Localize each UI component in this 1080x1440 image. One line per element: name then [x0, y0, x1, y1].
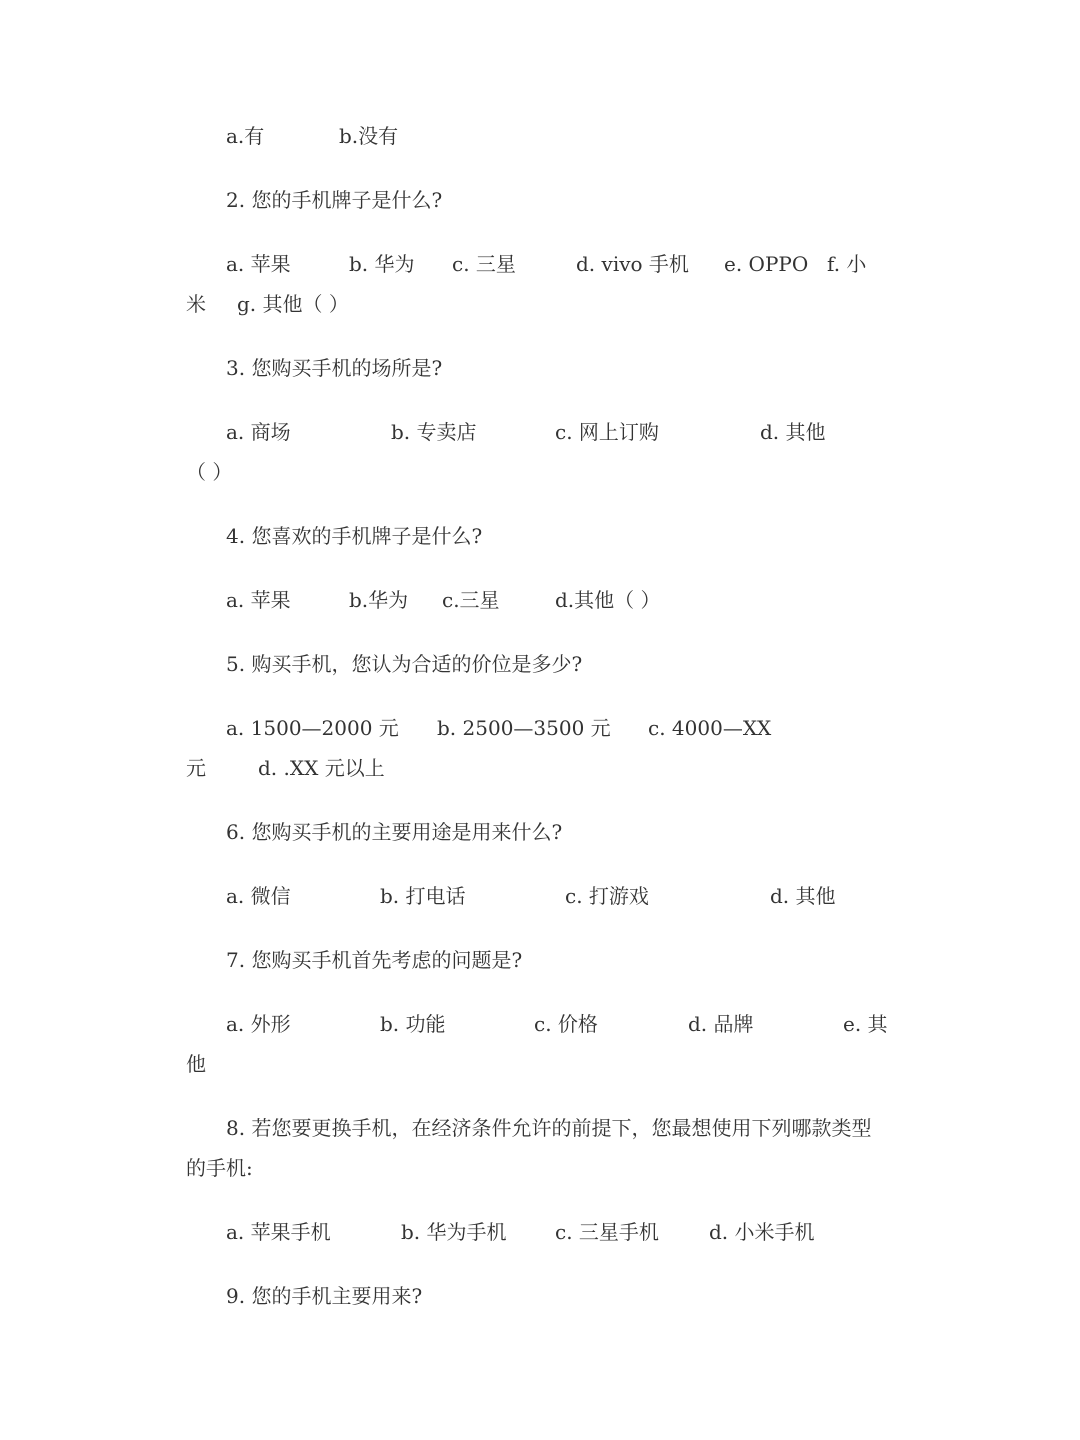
q8-option-c: c. 三星手机 [555, 1220, 659, 1244]
q5-option-d: d. .XX 元以上 [258, 756, 385, 780]
q2-option-e: e. OPPO [724, 252, 809, 276]
q8-prompt-cont: 的手机: [186, 1156, 253, 1180]
q7-prompt: 7. 您购买手机首先考虑的问题是? [226, 948, 523, 972]
q5-prompt: 5. 购买手机，您认为合适的价位是多少? [226, 652, 583, 676]
q5-option-c: c. 4000—XX [648, 716, 772, 740]
q2-option-d: d. vivo 手机 [576, 252, 689, 276]
q5-option-b: b. 2500—3500 元 [437, 716, 611, 740]
q6-option-c: c. 打游戏 [565, 884, 649, 908]
q8-option-b: b. 华为手机 [401, 1220, 507, 1244]
q4-option-c: c.三星 [442, 588, 500, 612]
q8-option-a: a. 苹果手机 [226, 1220, 331, 1244]
q2-option-f-cont: 米 [186, 292, 206, 316]
q7-option-d: d. 品牌 [688, 1012, 754, 1036]
q3-option-d-cont: （ ） [186, 460, 233, 484]
q7-option-a: a. 外形 [226, 1012, 291, 1036]
q1-option-a: a.有 [226, 124, 265, 148]
q4-option-d: d.其他（ ） [555, 588, 661, 612]
q7-option-c: c. 价格 [534, 1012, 598, 1036]
q7-option-e-cont: 他 [186, 1052, 206, 1076]
q6-option-a: a. 微信 [226, 884, 291, 908]
q2-option-a: a. 苹果 [226, 252, 291, 276]
q8-option-d: d. 小米手机 [709, 1220, 815, 1244]
q3-prompt: 3. 您购买手机的场所是? [226, 356, 443, 380]
q7-option-e: e. 其 [843, 1012, 888, 1036]
q2-option-f: f. 小 [827, 252, 867, 276]
q2-option-g: g. 其他（ ） [237, 292, 349, 316]
q3-option-b: b. 专卖店 [391, 420, 477, 444]
q2-option-c: c. 三星 [452, 252, 516, 276]
q4-prompt: 4. 您喜欢的手机牌子是什么? [226, 524, 483, 548]
q8-prompt: 8. 若您要更换手机，在经济条件允许的前提下，您最想使用下列哪款类型 [226, 1116, 872, 1140]
q3-option-d: d. 其他 [760, 420, 826, 444]
q9-prompt: 9. 您的手机主要用来? [226, 1284, 423, 1308]
q1-option-b: b.没有 [339, 124, 399, 148]
q4-option-b: b.华为 [349, 588, 409, 612]
q2-option-b: b. 华为 [349, 252, 415, 276]
q2-prompt: 2. 您的手机牌子是什么? [226, 188, 443, 212]
q6-prompt: 6. 您购买手机的主要用途是用来什么? [226, 820, 563, 844]
q4-option-a: a. 苹果 [226, 588, 291, 612]
q6-option-b: b. 打电话 [380, 884, 466, 908]
q5-option-a: a. 1500—2000 元 [226, 716, 399, 740]
q3-option-c: c. 网上订购 [555, 420, 659, 444]
q5-option-c-cont: 元 [186, 756, 206, 780]
q3-option-a: a. 商场 [226, 420, 291, 444]
q6-option-d: d. 其他 [770, 884, 836, 908]
q7-option-b: b. 功能 [380, 1012, 446, 1036]
